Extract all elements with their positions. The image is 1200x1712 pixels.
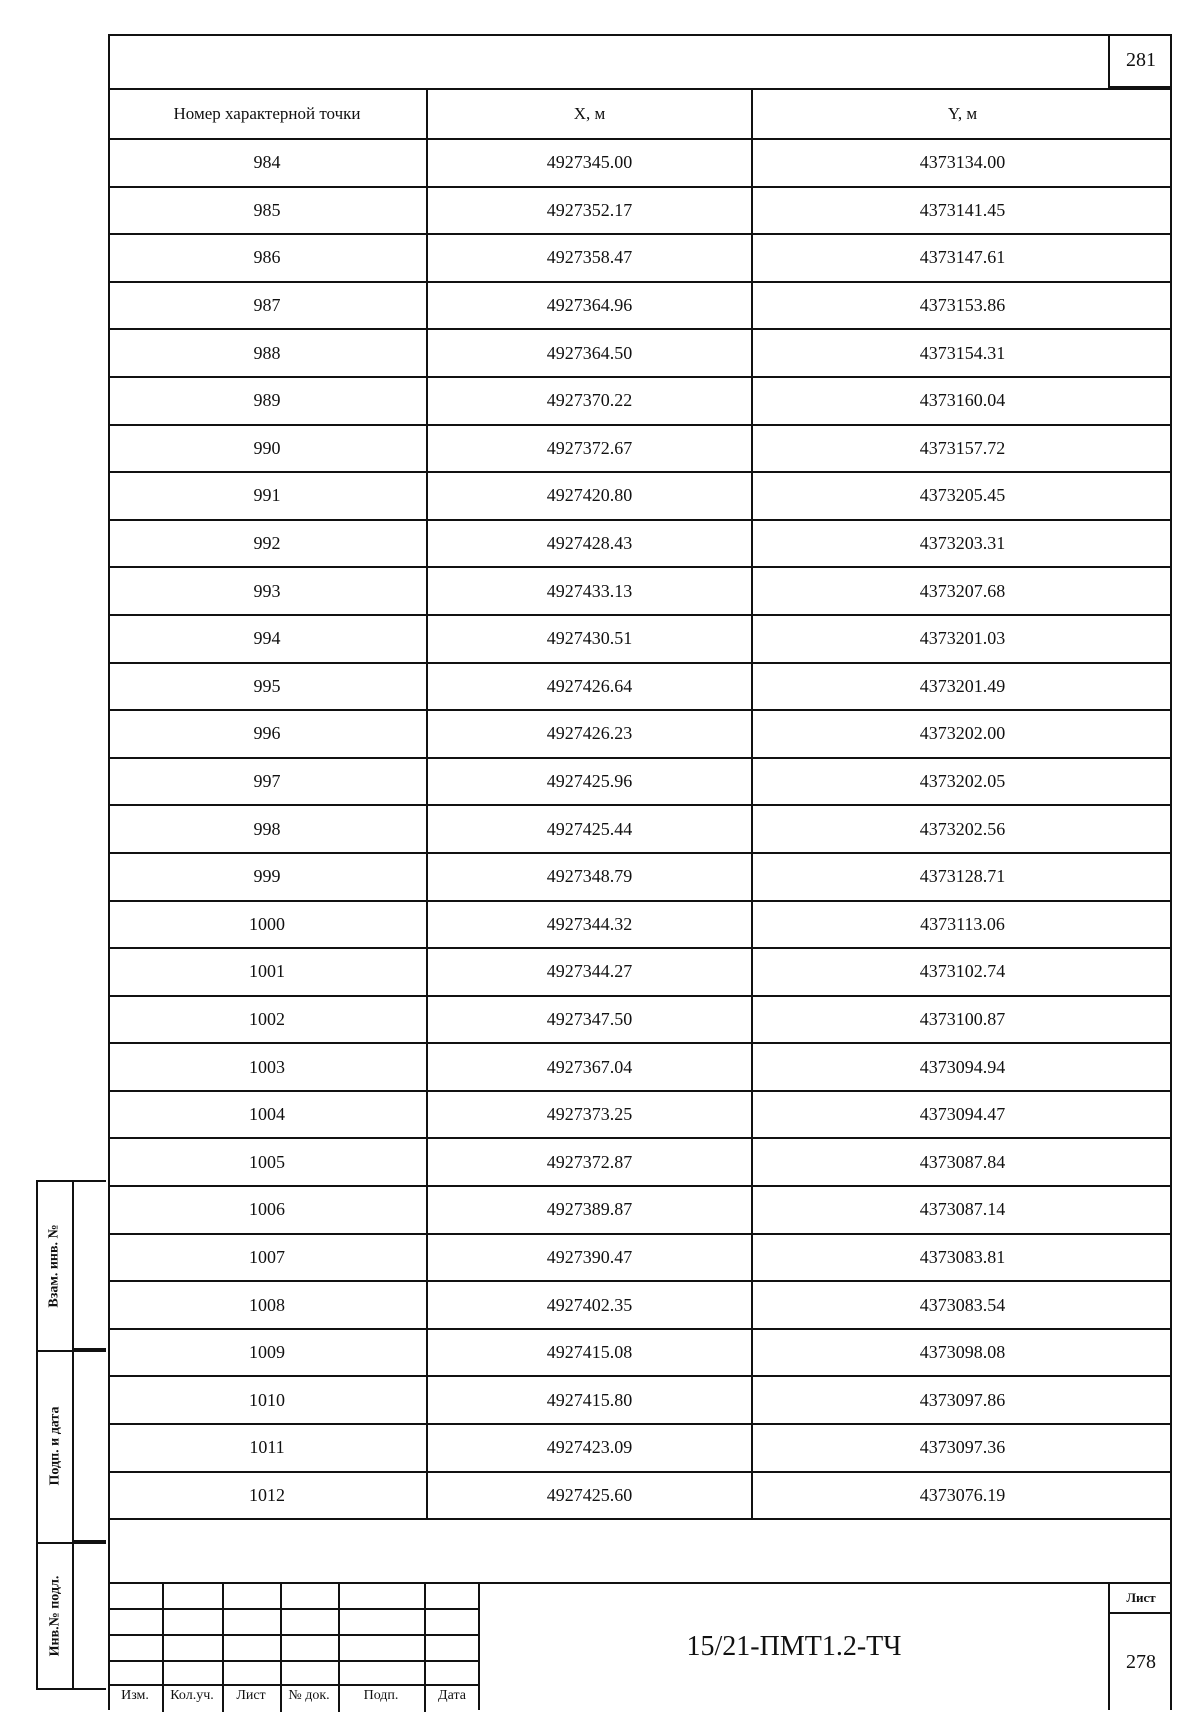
x-coordinate-cell: 4927423.09: [427, 1424, 752, 1472]
y-coordinate-cell: 4373098.08: [752, 1329, 1172, 1377]
x-coordinate-cell: 4927358.47: [427, 234, 752, 282]
x-coordinate-cell: 4927415.80: [427, 1376, 752, 1424]
table-header-row: [108, 89, 1172, 139]
point-number-cell: 987: [108, 282, 427, 330]
y-coordinate-cell: 4373083.54: [752, 1281, 1172, 1329]
y-coordinate-cell: 4373147.61: [752, 234, 1172, 282]
point-number-cell: 984: [108, 139, 427, 187]
x-coordinate-cell: 4927344.27: [427, 948, 752, 996]
table-row: [108, 377, 1172, 425]
side-label-original-inv: Инв.№ подл.: [47, 1575, 62, 1657]
point-number-cell: 1000: [108, 901, 427, 949]
side-field-sign-date: [72, 1350, 106, 1542]
point-number-cell: 1002: [108, 996, 427, 1044]
y-coordinate-cell: 4373100.87: [752, 996, 1172, 1044]
table-row: [108, 615, 1172, 663]
point-number-cell: 1009: [108, 1329, 427, 1377]
y-coordinate-cell: 4373087.84: [752, 1138, 1172, 1186]
table-body: [108, 139, 1172, 1519]
table-row: [108, 234, 1172, 282]
x-coordinate-cell: 4927372.67: [427, 425, 752, 473]
y-coordinate-cell: 4373128.71: [752, 853, 1172, 901]
x-coordinate-cell: 4927370.22: [427, 377, 752, 425]
y-coordinate-cell: 4373202.00: [752, 710, 1172, 758]
x-coordinate-cell: 4927364.96: [427, 282, 752, 330]
point-number-cell: 985: [108, 187, 427, 235]
y-coordinate-cell: 4373153.86: [752, 282, 1172, 330]
x-coordinate-cell: 4927373.25: [427, 1091, 752, 1139]
x-coordinate-cell: 4927415.08: [427, 1329, 752, 1377]
x-coordinate-cell: 4927390.47: [427, 1234, 752, 1282]
point-number-cell: 994: [108, 615, 427, 663]
x-coordinate-cell: 4927352.17: [427, 187, 752, 235]
x-coordinate-cell: 4927425.96: [427, 758, 752, 806]
table-row: [108, 1329, 1172, 1377]
y-coordinate-cell: 4373207.68: [752, 567, 1172, 615]
point-number-cell: 1006: [108, 1186, 427, 1234]
point-number-cell: 998: [108, 805, 427, 853]
point-number-cell: 992: [108, 520, 427, 568]
table-row: [108, 1186, 1172, 1234]
table-row: [108, 139, 1172, 187]
point-number-cell: 997: [108, 758, 427, 806]
x-coordinate-cell: 4927345.00: [427, 139, 752, 187]
y-coordinate-cell: 4373097.86: [752, 1376, 1172, 1424]
y-coordinate-cell: 4373160.04: [752, 377, 1172, 425]
table-row: [108, 948, 1172, 996]
y-coordinate-cell: 4373157.72: [752, 425, 1172, 473]
table-row: [108, 520, 1172, 568]
table-row: [108, 1472, 1172, 1520]
x-coordinate-cell: 4927348.79: [427, 853, 752, 901]
x-coordinate-cell: 4927425.44: [427, 805, 752, 853]
tb-col-doc-no: № док.: [288, 1688, 330, 1703]
point-number-cell: 1005: [108, 1138, 427, 1186]
table-row: [108, 663, 1172, 711]
table-row: [108, 1376, 1172, 1424]
table-row: [108, 1091, 1172, 1139]
sheet-box: [1108, 1582, 1172, 1710]
point-number-cell: 996: [108, 710, 427, 758]
tb-col-signature: Подп.: [363, 1688, 399, 1703]
x-coordinate-cell: 4927425.60: [427, 1472, 752, 1520]
table-row: [108, 187, 1172, 235]
title-block: [108, 1582, 1172, 1710]
table-row: [108, 853, 1172, 901]
table-row: [108, 567, 1172, 615]
x-coordinate-cell: 4927367.04: [427, 1043, 752, 1091]
side-label-replacement-inv: Взам. инв. №: [47, 1224, 63, 1308]
point-number-cell: 988: [108, 329, 427, 377]
x-coordinate-cell: 4927426.64: [427, 663, 752, 711]
point-number-cell: 1007: [108, 1234, 427, 1282]
table-row: [108, 996, 1172, 1044]
point-number-cell: 995: [108, 663, 427, 711]
point-number-cell: 991: [108, 472, 427, 520]
coordinates-table: [108, 88, 1172, 1520]
table-row: [108, 805, 1172, 853]
table-row: [108, 472, 1172, 520]
y-coordinate-cell: 4373203.31: [752, 520, 1172, 568]
y-coordinate-cell: 4373134.00: [752, 139, 1172, 187]
side-field-replacement-inv: [72, 1182, 106, 1350]
header-point-number: Номер характерной точки: [108, 89, 427, 139]
y-coordinate-cell: 4373113.06: [752, 901, 1172, 949]
page-number: 281: [1108, 34, 1172, 88]
header-y: Y, м: [752, 89, 1172, 139]
x-coordinate-cell: 4927389.87: [427, 1186, 752, 1234]
point-number-cell: 990: [108, 425, 427, 473]
y-coordinate-cell: 4373201.03: [752, 615, 1172, 663]
tb-col-count: Кол.уч.: [170, 1688, 214, 1703]
table-row: [108, 282, 1172, 330]
x-coordinate-cell: 4927428.43: [427, 520, 752, 568]
side-field-original-inv: [72, 1542, 106, 1690]
table-row: [108, 1281, 1172, 1329]
y-coordinate-cell: 4373094.47: [752, 1091, 1172, 1139]
table-row: [108, 425, 1172, 473]
x-coordinate-cell: 4927433.13: [427, 567, 752, 615]
point-number-cell: 1008: [108, 1281, 427, 1329]
x-coordinate-cell: 4927430.51: [427, 615, 752, 663]
table-row: [108, 329, 1172, 377]
x-coordinate-cell: 4927402.35: [427, 1281, 752, 1329]
table-row: [108, 1138, 1172, 1186]
y-coordinate-cell: 4373102.74: [752, 948, 1172, 996]
y-coordinate-cell: 4373076.19: [752, 1472, 1172, 1520]
y-coordinate-cell: 4373094.94: [752, 1043, 1172, 1091]
table-row: [108, 710, 1172, 758]
point-number-cell: 1010: [108, 1376, 427, 1424]
y-coordinate-cell: 4373202.05: [752, 758, 1172, 806]
tb-col-change: Изм.: [121, 1688, 149, 1703]
table-row: [108, 901, 1172, 949]
x-coordinate-cell: 4927364.50: [427, 329, 752, 377]
table-row: [108, 1424, 1172, 1472]
point-number-cell: 1003: [108, 1043, 427, 1091]
y-coordinate-cell: 4373087.14: [752, 1186, 1172, 1234]
point-number-cell: 989: [108, 377, 427, 425]
point-number-cell: 1001: [108, 948, 427, 996]
tb-col-date: Дата: [438, 1688, 466, 1703]
point-number-cell: 993: [108, 567, 427, 615]
title-block-revision-grid: [108, 1582, 480, 1710]
x-coordinate-cell: 4927347.50: [427, 996, 752, 1044]
y-coordinate-cell: 4373201.49: [752, 663, 1172, 711]
table-row: [108, 758, 1172, 806]
x-coordinate-cell: 4927426.23: [427, 710, 752, 758]
header-x: X, м: [427, 89, 752, 139]
y-coordinate-cell: 4373083.81: [752, 1234, 1172, 1282]
document-code: 15/21-ПМТ1.2-ТЧ: [480, 1582, 1108, 1710]
point-number-cell: 1011: [108, 1424, 427, 1472]
point-number-cell: 1004: [108, 1091, 427, 1139]
table-row: [108, 1234, 1172, 1282]
y-coordinate-cell: 4373141.45: [752, 187, 1172, 235]
table-row: [108, 1043, 1172, 1091]
y-coordinate-cell: 4373205.45: [752, 472, 1172, 520]
point-number-cell: 999: [108, 853, 427, 901]
y-coordinate-cell: 4373154.31: [752, 329, 1172, 377]
point-number-cell: 1012: [108, 1472, 427, 1520]
side-stamp: [36, 1180, 106, 1690]
sheet-number: 278: [1126, 1650, 1156, 1673]
sheet-label: Лист: [1110, 1584, 1172, 1614]
x-coordinate-cell: 4927344.32: [427, 901, 752, 949]
tb-col-sheet: Лист: [236, 1688, 266, 1703]
y-coordinate-cell: 4373202.56: [752, 805, 1172, 853]
point-number-cell: 986: [108, 234, 427, 282]
y-coordinate-cell: 4373097.36: [752, 1424, 1172, 1472]
x-coordinate-cell: 4927420.80: [427, 472, 752, 520]
side-label-sign-date: Подп. и дата: [47, 1406, 62, 1486]
x-coordinate-cell: 4927372.87: [427, 1138, 752, 1186]
